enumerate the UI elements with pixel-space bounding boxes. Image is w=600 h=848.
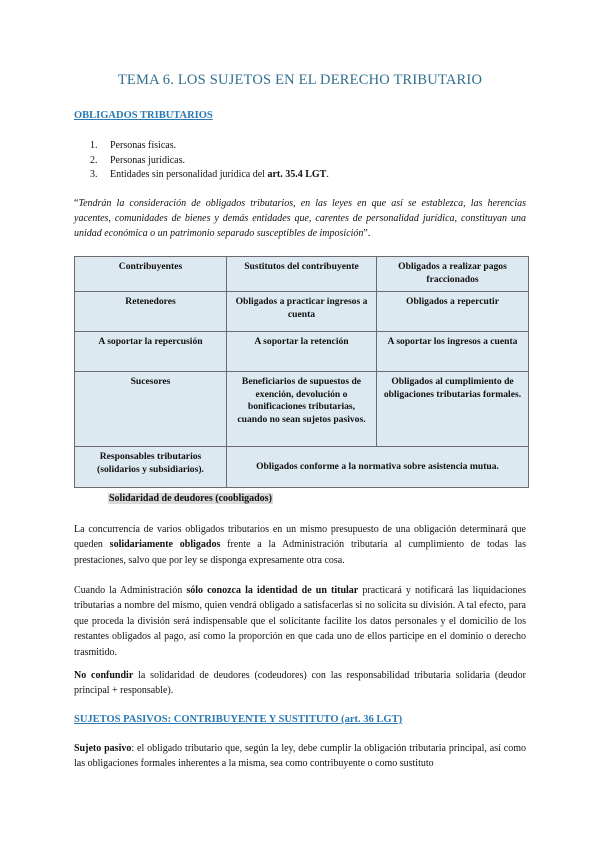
- table-cell: A soportar los ingresos a cuenta: [377, 332, 529, 372]
- bold-span: Sujeto pasivo: [74, 743, 132, 754]
- table-cell: Obligados al cumplimiento de obligaciones tributarias formales.: [377, 372, 529, 447]
- list-text: Entidades sin personalidad jurídica del: [110, 169, 268, 180]
- table-cell: Obligados conforme a la normativa sobre asistencia mutua.: [227, 447, 529, 488]
- list-item: [90, 168, 329, 183]
- table-cell: Beneficiarios de supuestos de exención, devolución o bonificaciones tributarias, cuando no sean sujetos pasivos.: [227, 372, 377, 447]
- paragraph-solidaridad-2: [74, 583, 526, 660]
- bold-span: sólo conozca la identidad de un titular: [186, 585, 359, 596]
- table-row: [75, 447, 529, 488]
- table-row: [75, 292, 529, 332]
- list-item: [90, 154, 329, 169]
- section-heading-obligados: OBLIGADOS TRIBUTARIOS: [74, 110, 213, 121]
- table-row: [75, 257, 529, 292]
- list-item: [90, 139, 329, 154]
- table-cell: A soportar la repercusión: [75, 332, 227, 372]
- list-number: 1.: [90, 140, 98, 151]
- list-text-tail: .: [326, 169, 329, 180]
- list-text: Personas jurídicas.: [110, 154, 185, 166]
- list-number: 3.: [90, 169, 98, 180]
- text-span: La concurrencia de varios obligados tributarios en un mismo presupuesto de una obligación determinará que queden: [74, 524, 526, 551]
- bold-span: No confundir: [74, 670, 134, 681]
- text-span: practicará y notificará las liquidaciones tributarias a nombre del mismo, quien vendrá obligado a satisfacerlas si no solicita su división. A tal efecto, para que proceda la división será indispensable que el solicitante facilite los datos personales y el domicilio de los restantes obligados al pago, así como la proporción en que cada uno de ellos participe en el dominio o derecho trasmitido.: [74, 585, 526, 658]
- table-cell: Retenedores: [75, 292, 227, 332]
- bold-span: solidariamente obligados: [109, 539, 221, 551]
- paragraph-solidaridad-1: [74, 522, 526, 568]
- section-heading-sujetos-pasivos: SUJETOS PASIVOS: CONTRIBUYENTE Y SUSTITUTO (art. 36 LGT): [74, 714, 403, 725]
- quote-text: Tendrán la consideración de obligados tributarios, en las leyes en que así se establezca, las herencias yacentes, comunidades de bienes y demás entidades que, carentes de personalidad jurídica, constituyan una unidad económica o un patrimonio separado susceptibles de imposición: [74, 198, 526, 239]
- table-cell: Obligados a practicar ingresos a cuenta: [227, 292, 377, 332]
- obligados-list: [90, 139, 329, 183]
- page-title: TEMA 6. LOS SUJETOS EN EL DERECHO TRIBUTARIO: [117, 72, 483, 88]
- quote-open: “: [74, 198, 79, 209]
- quote-close: ”.: [363, 228, 371, 239]
- text-span: la solidaridad de deudores (codeudores) con las responsabilidad tributaria solidaria (deudor principal + responsable).: [74, 670, 526, 697]
- paragraph-solidaridad-3: [74, 668, 526, 699]
- table-cell: Obligados a repercutir: [377, 292, 529, 332]
- table-cell: Sucesores: [75, 372, 227, 447]
- law-reference: art. 35.4 LGT: [267, 169, 327, 180]
- table-cell: A soportar la retención: [227, 332, 377, 372]
- list-number: 2.: [90, 154, 98, 166]
- table-cell: Sustitutos del contribuyente: [227, 257, 377, 292]
- text-span: Cuando la Administración: [74, 585, 187, 596]
- paragraph-sujeto-pasivo: [74, 741, 526, 772]
- table-cell: Obligados a realizar pagos fraccionados: [377, 257, 529, 292]
- legal-quote: [74, 196, 526, 241]
- subsection-heading-solidaridad: Solidaridad de deudores (coobligados): [109, 493, 272, 504]
- list-text: Personas físicas.: [110, 140, 177, 151]
- table-row: [75, 372, 529, 447]
- text-span: : el obligado tributario que, según la ley, debe cumplir la obligación tributaria principal, así como las obligaciones formales inherentes a la misma, sea como contribuyente o como sustituto: [74, 743, 527, 770]
- obligados-table: [74, 256, 529, 488]
- table-row: [75, 332, 529, 372]
- text-span: frente a la Administración tributaria al cumplimiento de todas las prestaciones, salvo que por ley se disponga expresamente otra cosa.: [74, 539, 526, 566]
- table-cell: Responsables tributarios (solidarios y subsidiarios).: [75, 447, 227, 488]
- table-cell: Contribuyentes: [75, 257, 227, 292]
